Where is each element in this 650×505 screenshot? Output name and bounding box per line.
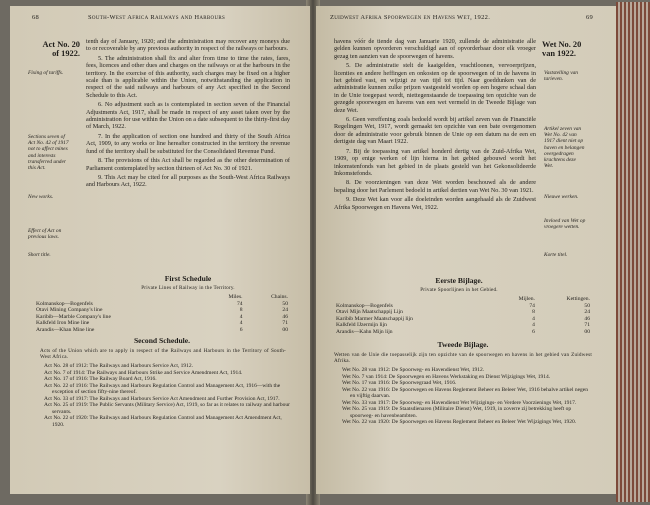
right-second-schedule-subtitle: Wetten van de Unie die toepasselijk zijn ten opzichte van de spoorwegen en havens in het gebied van Zuidwest Afrika. xyxy=(334,352,592,364)
right-first-schedule-title: Eerste Bijlage. xyxy=(435,276,483,285)
col-header: Miles. xyxy=(228,294,243,300)
left-page-number: 68 xyxy=(32,14,40,21)
table-row: Karibib—Marble Company's line 4 46 xyxy=(36,313,288,320)
table-row: Kolmanskop—Bogenfels 74 50 xyxy=(36,300,288,307)
right-second-schedule-title: Tweede Bijlage. xyxy=(437,340,489,349)
left-margin-note: Sections seven of Act No. 42 of 1917 not to affect mines and interests transferred under this Act. xyxy=(28,134,69,172)
right-acts-list xyxy=(342,367,592,426)
right-margin-note: Artikel zeven van Wet No. 42 van 1917 dient niet op haven en belangen overgedragen krachtens deze Wet. xyxy=(544,126,585,170)
right-margin-note: Korte titel. xyxy=(544,252,568,258)
list-item: Act No. 22 of 1920: The Railways and Harbours Regulation Control and Management Act Amendment Act, 1920. xyxy=(44,415,282,428)
right-schedule-table xyxy=(334,296,592,336)
right-intro: havens vóór de tiende dag van Januarie 1920, zullende de administratie alle gelden kunnen opvorderen verschuldigd aan of opvorderbaar door elk vroeger gezag ten aanzien van de spoorwegen of havens. xyxy=(334,38,536,60)
table-row: Arandis—Kahn Mijn lijn 6 00 xyxy=(336,328,590,335)
left-margin-note: Fixing of tariffs. xyxy=(28,70,64,76)
list-item: Act No. 22 of 1916: The Railways and Harbours Regulation Control and Management Act, 1916—with the exception of section fifty-nine thereof. xyxy=(44,382,281,395)
table-row: Otavi Mijn Maatschappij Lijn 8 24 xyxy=(336,309,590,316)
left-first-schedule-subtitle: Private Lines of Railway in the Territory. xyxy=(141,285,235,291)
left-margin-note: Short title. xyxy=(28,252,51,258)
table-row: Karibib Marmer Maatschappij lijn 4 46 xyxy=(336,315,590,322)
right-margin-note: Vaststelling van tarieven. xyxy=(544,70,578,83)
left-act-number: Act No. 20 of 1922. xyxy=(42,40,80,58)
list-item: Act No. 33 of 1917: The Railways and Harbours Service Act Amendment and Further Provision Act, 1917. xyxy=(44,395,280,402)
left-margin-note: Effect of Act on previous laws. xyxy=(28,228,62,241)
left-page xyxy=(10,6,310,494)
right-act-number: Wet No. 20 van 1922. xyxy=(542,40,582,58)
right-section-6: 6. Geen vereffening zoals bedoeld wordt bij artikel zeven van de Financiële Regelingen Wet, 1917, wordt gemaakt ten opzichte van een bate overgenomen door de administratie voor gebruik binnen de Unie op een datum na de een en dertigste dag van Maart 1922. xyxy=(334,116,536,146)
list-item: Wet No. 28 van 1912: De Spoorweg- en Havendienst Wet, 1912. xyxy=(342,367,485,373)
right-section-8: 8. De voorzieningen van deze Wet worden beschouwd als de andere bepaling door het Parlement bedoeld in artikel dertien van Wet No. 30 van 1921. xyxy=(334,179,536,194)
right-margin-note: Nieuwe werken. xyxy=(544,194,579,200)
left-body xyxy=(86,38,290,191)
right-page-number: 69 xyxy=(586,14,594,21)
list-item: Wet No. 33 van 1917: De Spoorweg- en Havendienst Wet Wijzigings- en Verdere Voorzienings Wet, 1917. xyxy=(342,399,577,406)
list-item: Wet No. 25 van 1919: De Staatsdienaren (Militaire Dienst) Wet, 1919, in zoverre zij betrekking heeft op spoorweg- en havenbeambten. xyxy=(342,406,572,419)
list-item: Wet No. 22 van 1916: De Spoorwegen en Havens Reglement Beheer en Beleer Wet, 1916 behalve artikel negen en vijftig daarvan. xyxy=(342,386,588,399)
table-row: Otavi Mining Company's line 8 24 xyxy=(36,307,288,314)
left-schedule-table xyxy=(34,294,290,334)
list-item: Act No. 7 of 1914: The Railways and Harbours Strike and Service Amendment Act, 1914. xyxy=(44,369,243,376)
list-item: Act No. 28 of 1912: The Railways and Harbours Service Act, 1912. xyxy=(44,363,193,369)
table-row: Kalkfeld Iron Mine line 4 71 xyxy=(36,320,288,327)
list-item: Wet No. 17 van 1916: De Spoorwegraad Wet, 1916. xyxy=(342,380,457,386)
list-item: Act No. 17 of 1916: The Railway Board Act, 1916. xyxy=(44,376,157,382)
right-section-5: 5. De administratie stelt de kaaigelden, vrachtloonen, vervoerprijzen, licenties en andere heffingen en onkosten op de spoorwegen of in de havens in het gebied vast, en wijzigt ze van tijd tot tijd. Naar goeddunken van de administratie kunnen zulke prijzen vastgesteld worden op een hogere schaal dan in de Unie toegepast wordt, niettegenstaande de toepassing ten opzichte van de gezegde spoorwegen en havens van een wet vermeld in de Tweede Bijlage van deze Wet. xyxy=(334,62,536,114)
page-edges xyxy=(616,2,650,502)
right-body xyxy=(334,38,536,213)
left-section-7: 7. In the application of section one hundred and thirty of the South Africa Act, 1909, to any works or line hereafter constructed in the territory the revenue fund of the territory shall be substituted for the Consolidated Revenue Fund. xyxy=(86,132,290,155)
left-section-9: 9. This Act may be cited for all purposes as the South-West Africa Railways and Harbours Act, 1922. xyxy=(86,173,290,189)
right-first-schedule-subtitle: Private Spoorlijnen in het Gebied. xyxy=(420,287,498,293)
right-margin-note: Invloed van Wet op vroegere wetten. xyxy=(544,218,586,231)
left-margin-note: New works. xyxy=(28,194,54,200)
list-item: Wet No. 22 van 1920: De Spoorwegen en Havens Reglement Beheer en Beleer Wet Wijzigings Wet, 1920. xyxy=(342,419,577,425)
list-item: Act No. 25 of 1919: The Public Servants (Military Service) Act, 1919, so far as it relates to railway and harbour servants. xyxy=(44,402,290,415)
left-first-schedule-title: First Schedule xyxy=(164,274,212,283)
col-header: Kettingen. xyxy=(566,296,590,302)
col-header: Mijlen. xyxy=(518,296,535,302)
right-section-9: 9. Deze Wet kan voor alle doeleinden worden aangehaald als de Zuidwest Afrika Spoorwegen en Havens Wet, 1922. xyxy=(334,196,536,211)
col-header: Chains. xyxy=(271,294,288,300)
left-section-5: 5. The administration shall fix and alter from time to time the rates, fares, fees, licences and other dues and charges on the railways or at the harbours in the territory. In the exercise of this authority, such charges may be fixed on a higher scale than is applicable within the Union, notwithstanding the application in respect of the said railways and harbours of any Act specified in the Second Schedule to this Act. xyxy=(86,54,290,99)
list-item: Wet No. 7 van 1914: De Spoorwegen en Havens Werkstaking en Dienst Wijzigings Wet, 1914. xyxy=(342,373,551,380)
right-section-7: 7. Bij de toepassing van artikel honderd dertig van de Zuid-Afrika Wet, 1909, op enige werken of lijn hierna in het gebied gebouwd wordt het inkomstenfonds van het gebied in de plaats gesteld van het Gekonsolideerde Inkomstefonds. xyxy=(334,147,536,177)
table-row: Arandis—Khan Mine line 6 00 xyxy=(36,326,288,333)
left-acts-list xyxy=(44,363,290,428)
right-running-head: Zuidwest Afrika Spoorwegen en Havens Wet, 1922. xyxy=(330,14,491,21)
right-page xyxy=(316,6,616,494)
left-running-head: South-West Africa Railways and Harbours xyxy=(88,14,226,21)
left-second-schedule-subtitle: Acts of the Union which are to apply in respect of the Railways and Harbours in the Territory of South-West Africa. xyxy=(40,348,286,360)
table-row: Kolmanskop—Bogenfels 74 50 xyxy=(336,302,590,309)
left-section-6: 6. No adjustment such as is contemplated in section seven of the Financial Adjustments Act, 1917, shall be made in respect of any asset taken over by the administration for use within the Union on a date subsequent to the thirty-first day of March, 1922. xyxy=(86,101,290,131)
left-section-8: 8. The provisions of this Act shall be regarded as the other determination of Parliament contemplated by section thirteen of Act No. 30 of 1921. xyxy=(86,157,290,172)
left-second-schedule-title: Second Schedule. xyxy=(133,336,191,345)
left-intro: tenth day of January, 1920; and the administration may recover any moneys due to or recoverable by any previous authority in respect of the railways or harbours. xyxy=(86,38,290,53)
table-row: Kalkfeld IJzermijn lijn 4 71 xyxy=(336,322,590,329)
